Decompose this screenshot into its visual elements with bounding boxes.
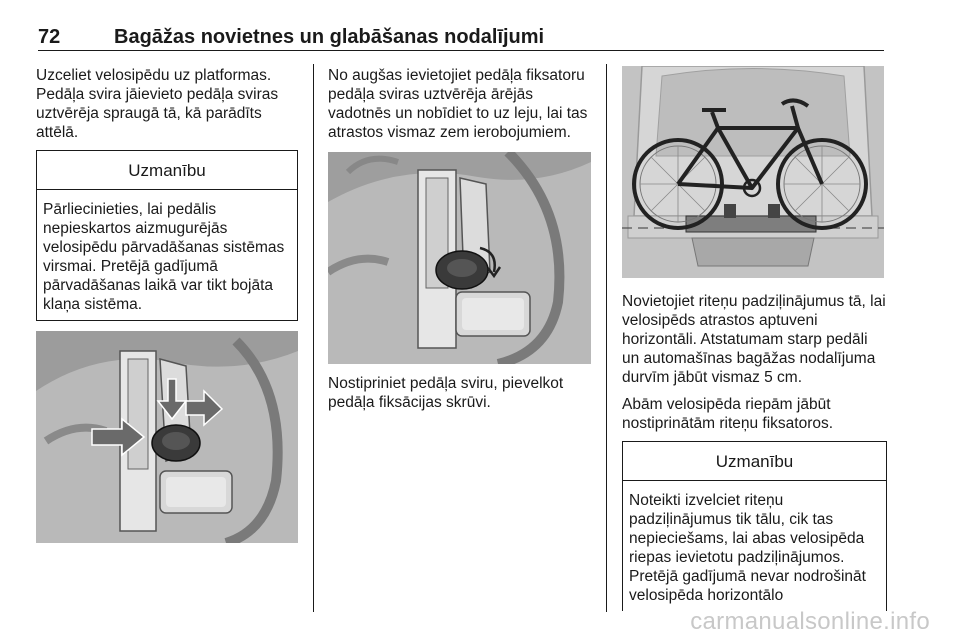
bicycle-on-rear-carrier-illustration: [622, 66, 884, 278]
instruction-text: Novietojiet riteņu padziļinājumus tā, lai velosipēds atrastos aptuveni horizontāli. Atstatumam starp pedāli un automašīnas bagāžas nodalījuma durvīm jābūt vismaz 5 cm.: [622, 293, 886, 386]
page-header: [38, 24, 884, 51]
pedal-fixing-screw-illustration: [328, 152, 591, 364]
page-number: 72: [38, 26, 61, 48]
column-3: [622, 66, 887, 611]
instruction-text: Uzceliet velosipēdu uz platformas. Pedāļa svira jāievieto pedāļa sviras uztvērēja spraugā tā, kā parādīts attēlā.: [36, 67, 279, 141]
instruction-text: Abām velosipēda riepām jābūt nostiprinātām riteņu fiksatoros.: [622, 396, 834, 432]
section-title: Bagāžas novietnes un glabāšanas nodalījumi: [114, 26, 545, 48]
column-1: [36, 66, 298, 553]
caution-box: [36, 150, 298, 321]
column-divider: [606, 64, 607, 612]
caution-box: [622, 441, 887, 611]
caution-text: Noteikti izvelciet riteņu padziļinājumus tik tālu, cik tas nepieciešams, lai abas velosipēda riepas ievietotu padziļinājumos. Pretējā gadījumā nevar nodrošināt velosipēda horizontālo: [629, 492, 866, 604]
instruction-text: No augšas ievietojiet pedāļa fiksatoru pedāļa sviras uztvērēja ārējās vadotnēs un nobīdiet to uz leju, lai tas atrastos vismaz zem ierobojumiem.: [328, 67, 588, 141]
pedal-lever-insertion-illustration: [36, 331, 298, 543]
column-2: [328, 66, 594, 420]
caution-title: Uzmanību: [37, 151, 297, 190]
watermark: carmanualsonline.info: [690, 608, 930, 635]
caution-title: Uzmanību: [623, 442, 886, 481]
caution-text: Pārliecinieties, lai pedālis nepieskartos aizmugurējās velosipēdu pārvadāšanas sistēmas virsmai. Pretējā gadījumā pārvadāšanas laikā var tikt bojāta klaņa sistēma.: [43, 201, 285, 313]
column-divider: [313, 64, 314, 612]
figure-caption: Nostipriniet pedāļa sviru, pievelkot pedāļa fiksācijas skrūvi.: [328, 375, 564, 411]
